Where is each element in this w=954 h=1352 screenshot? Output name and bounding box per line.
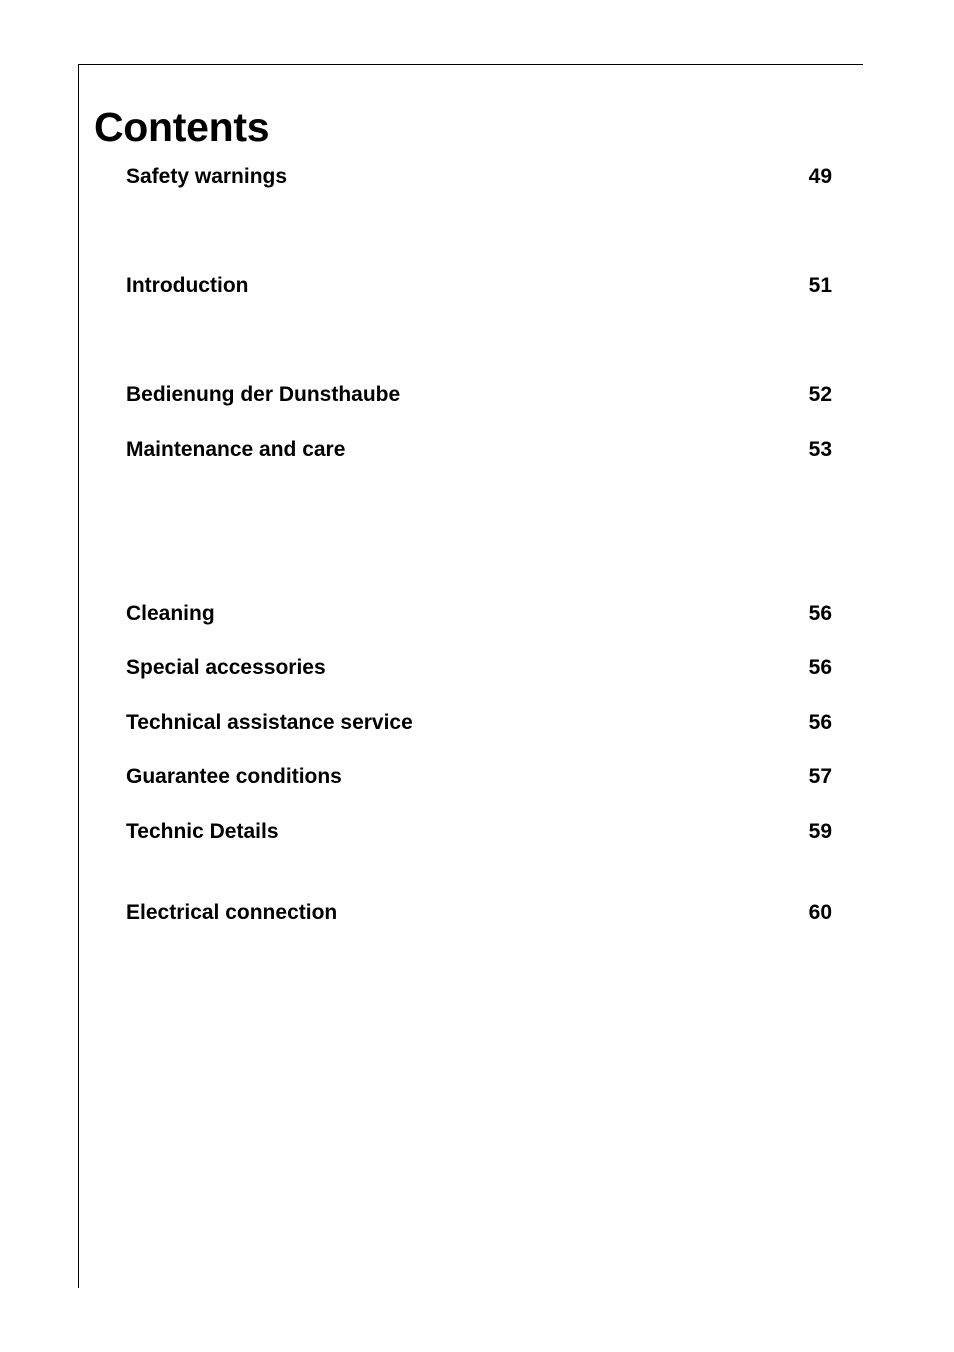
toc-entry-label: Technic Details <box>126 820 279 843</box>
toc-entry-label: Safety warnings <box>126 165 288 188</box>
toc-entry-page: 59 <box>808 820 832 843</box>
toc-entry-label: Maintenance and care <box>126 438 346 461</box>
toc-entry-safety-warnings[interactable] <box>126 162 832 192</box>
toc-entry-page: 56 <box>808 711 832 734</box>
toc-entry-electrical-connection[interactable] <box>126 898 832 928</box>
toc-entry-guarantee[interactable] <box>126 762 832 792</box>
toc-entry-label: Bedienung der Dunsthaube <box>126 383 401 406</box>
toc-entry-technic-details[interactable] <box>126 817 832 847</box>
toc-entry-technical-assistance[interactable] <box>126 708 832 738</box>
toc-entry-label: Cleaning <box>126 602 215 625</box>
toc-entry-page: 60 <box>808 901 832 924</box>
toc-entry-page: 56 <box>808 656 832 679</box>
toc-entry-label: Special accessories <box>126 656 326 679</box>
toc-entry-page: 49 <box>808 165 832 188</box>
toc-entry-cleaning[interactable] <box>126 599 832 629</box>
left-rule <box>78 64 79 1288</box>
toc-entry-label: Introduction <box>126 274 249 297</box>
toc-entry-page: 52 <box>808 383 832 406</box>
toc-entry-page: 53 <box>808 438 832 461</box>
toc-entry-page: 51 <box>808 274 832 297</box>
toc-entry-label: Technical assistance service <box>126 711 413 734</box>
toc-entry-bedienung[interactable] <box>126 380 832 410</box>
toc-entry-label: Electrical connection <box>126 901 338 924</box>
toc-entry-special-accessories[interactable] <box>126 653 832 683</box>
toc-entry-page: 56 <box>808 602 832 625</box>
toc-entry-page: 57 <box>808 765 832 788</box>
toc-entry-label: Guarantee conditions <box>126 765 342 788</box>
top-rule <box>78 64 863 65</box>
toc-entry-introduction[interactable] <box>126 271 832 301</box>
toc-entry-maintenance[interactable] <box>126 435 832 465</box>
page-title: Contents <box>94 104 270 150</box>
